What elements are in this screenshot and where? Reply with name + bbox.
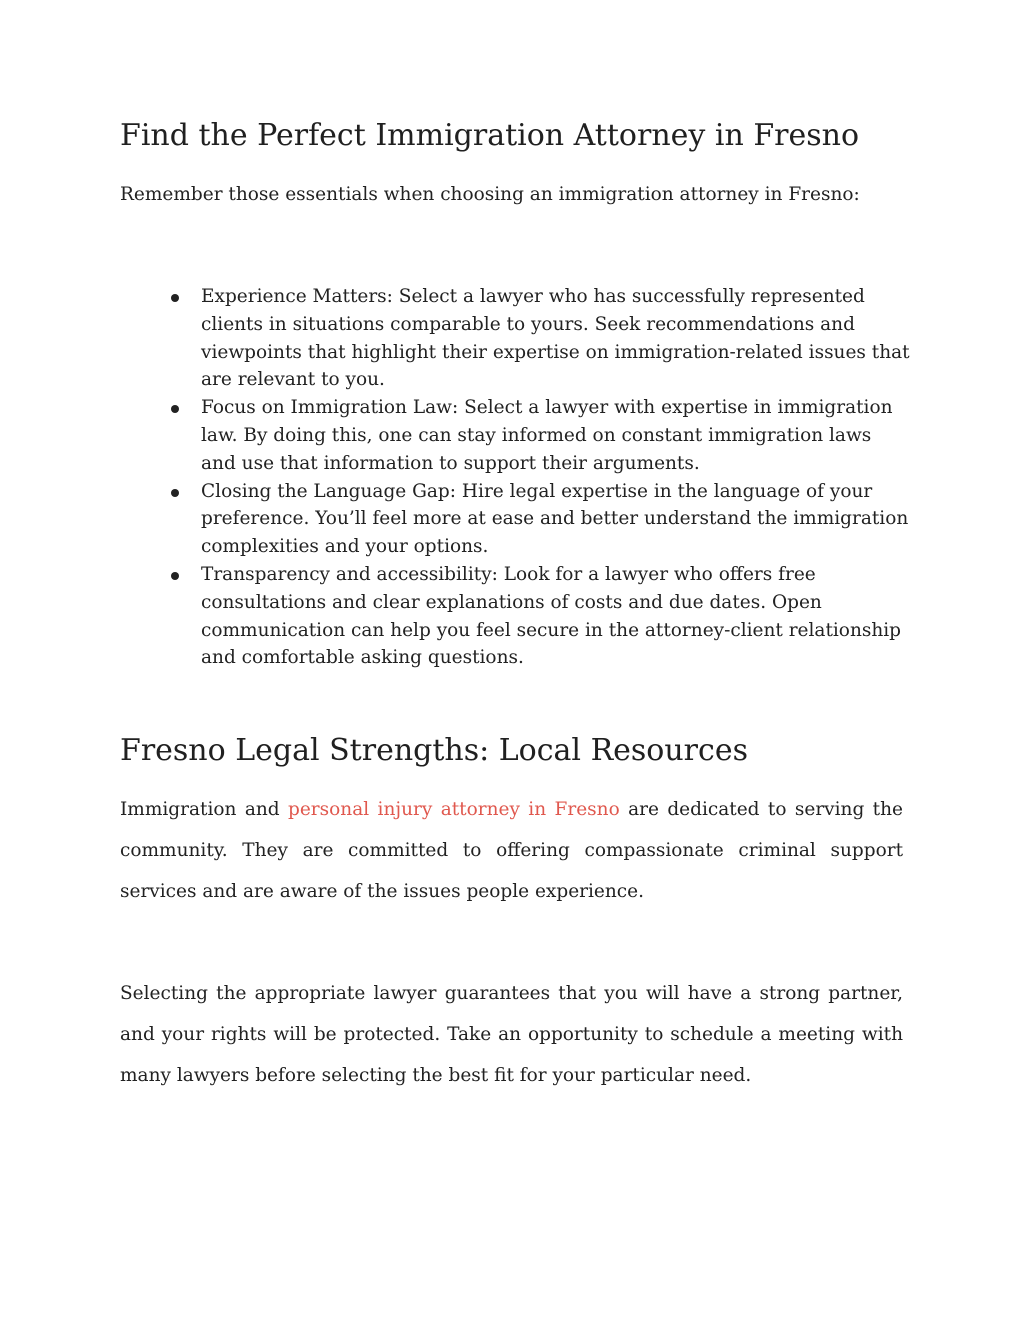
bullet-icon xyxy=(171,489,179,497)
list-item xyxy=(120,478,910,561)
list-item-text: Closing the Language Gap: Hire legal expertise in the language of your preference. You’ll feel more at ease and better understand the immigration complexities and your options. xyxy=(201,480,909,558)
closing-paragraph: Selecting the appropriate lawyer guarantees that you will have a strong partner, and your rights will be protected. Take an opportunity to schedule a meeting with many lawyers before selecting the best fit for your particular need. xyxy=(120,983,903,1086)
list-item-text: Experience Matters: Select a lawyer who has successfully represented clients in situations comparable to yours. Seek recommendations and viewpoints that highlight their expertise on immigration-related issues that are relevant to you. xyxy=(201,286,910,391)
bullet-icon xyxy=(171,572,179,580)
section-heading-find-attorney: Find the Perfect Immigration Attorney in Fresno xyxy=(120,118,860,153)
list-item-text: Focus on Immigration Law: Select a lawyer with expertise in immigration law. By doing this, one can stay informed on constant immigration laws and use that information to support their arguments. xyxy=(201,397,893,474)
list-item xyxy=(120,394,910,477)
intro-text: Remember those essentials when choosing an immigration attorney in Fresno: xyxy=(120,184,860,205)
essentials-list xyxy=(120,283,910,672)
personal-injury-attorney-link[interactable]: personal injury attorney in Fresno xyxy=(288,799,620,820)
section-heading-legal-strengths: Fresno Legal Strengths: Local Resources xyxy=(120,733,748,768)
bullet-icon xyxy=(171,405,179,413)
list-item xyxy=(120,561,910,672)
local-resources-paragraph xyxy=(120,789,903,912)
paragraph-text-after-link: are dedicated to serving the community. They are committed to offering compassionate criminal support services and are aware of the issues people experience. xyxy=(120,799,903,902)
list-item-text: Transparency and accessibility: Look for a lawyer who offers free consultations and clear explanations of costs and due dates. Open communication can help you feel secure in the attorney-client relationship and comfortable asking questions. xyxy=(201,563,902,669)
list-item xyxy=(120,283,910,394)
bullet-icon xyxy=(171,294,179,302)
paragraph-text-before-link: Immigration and xyxy=(120,799,289,820)
